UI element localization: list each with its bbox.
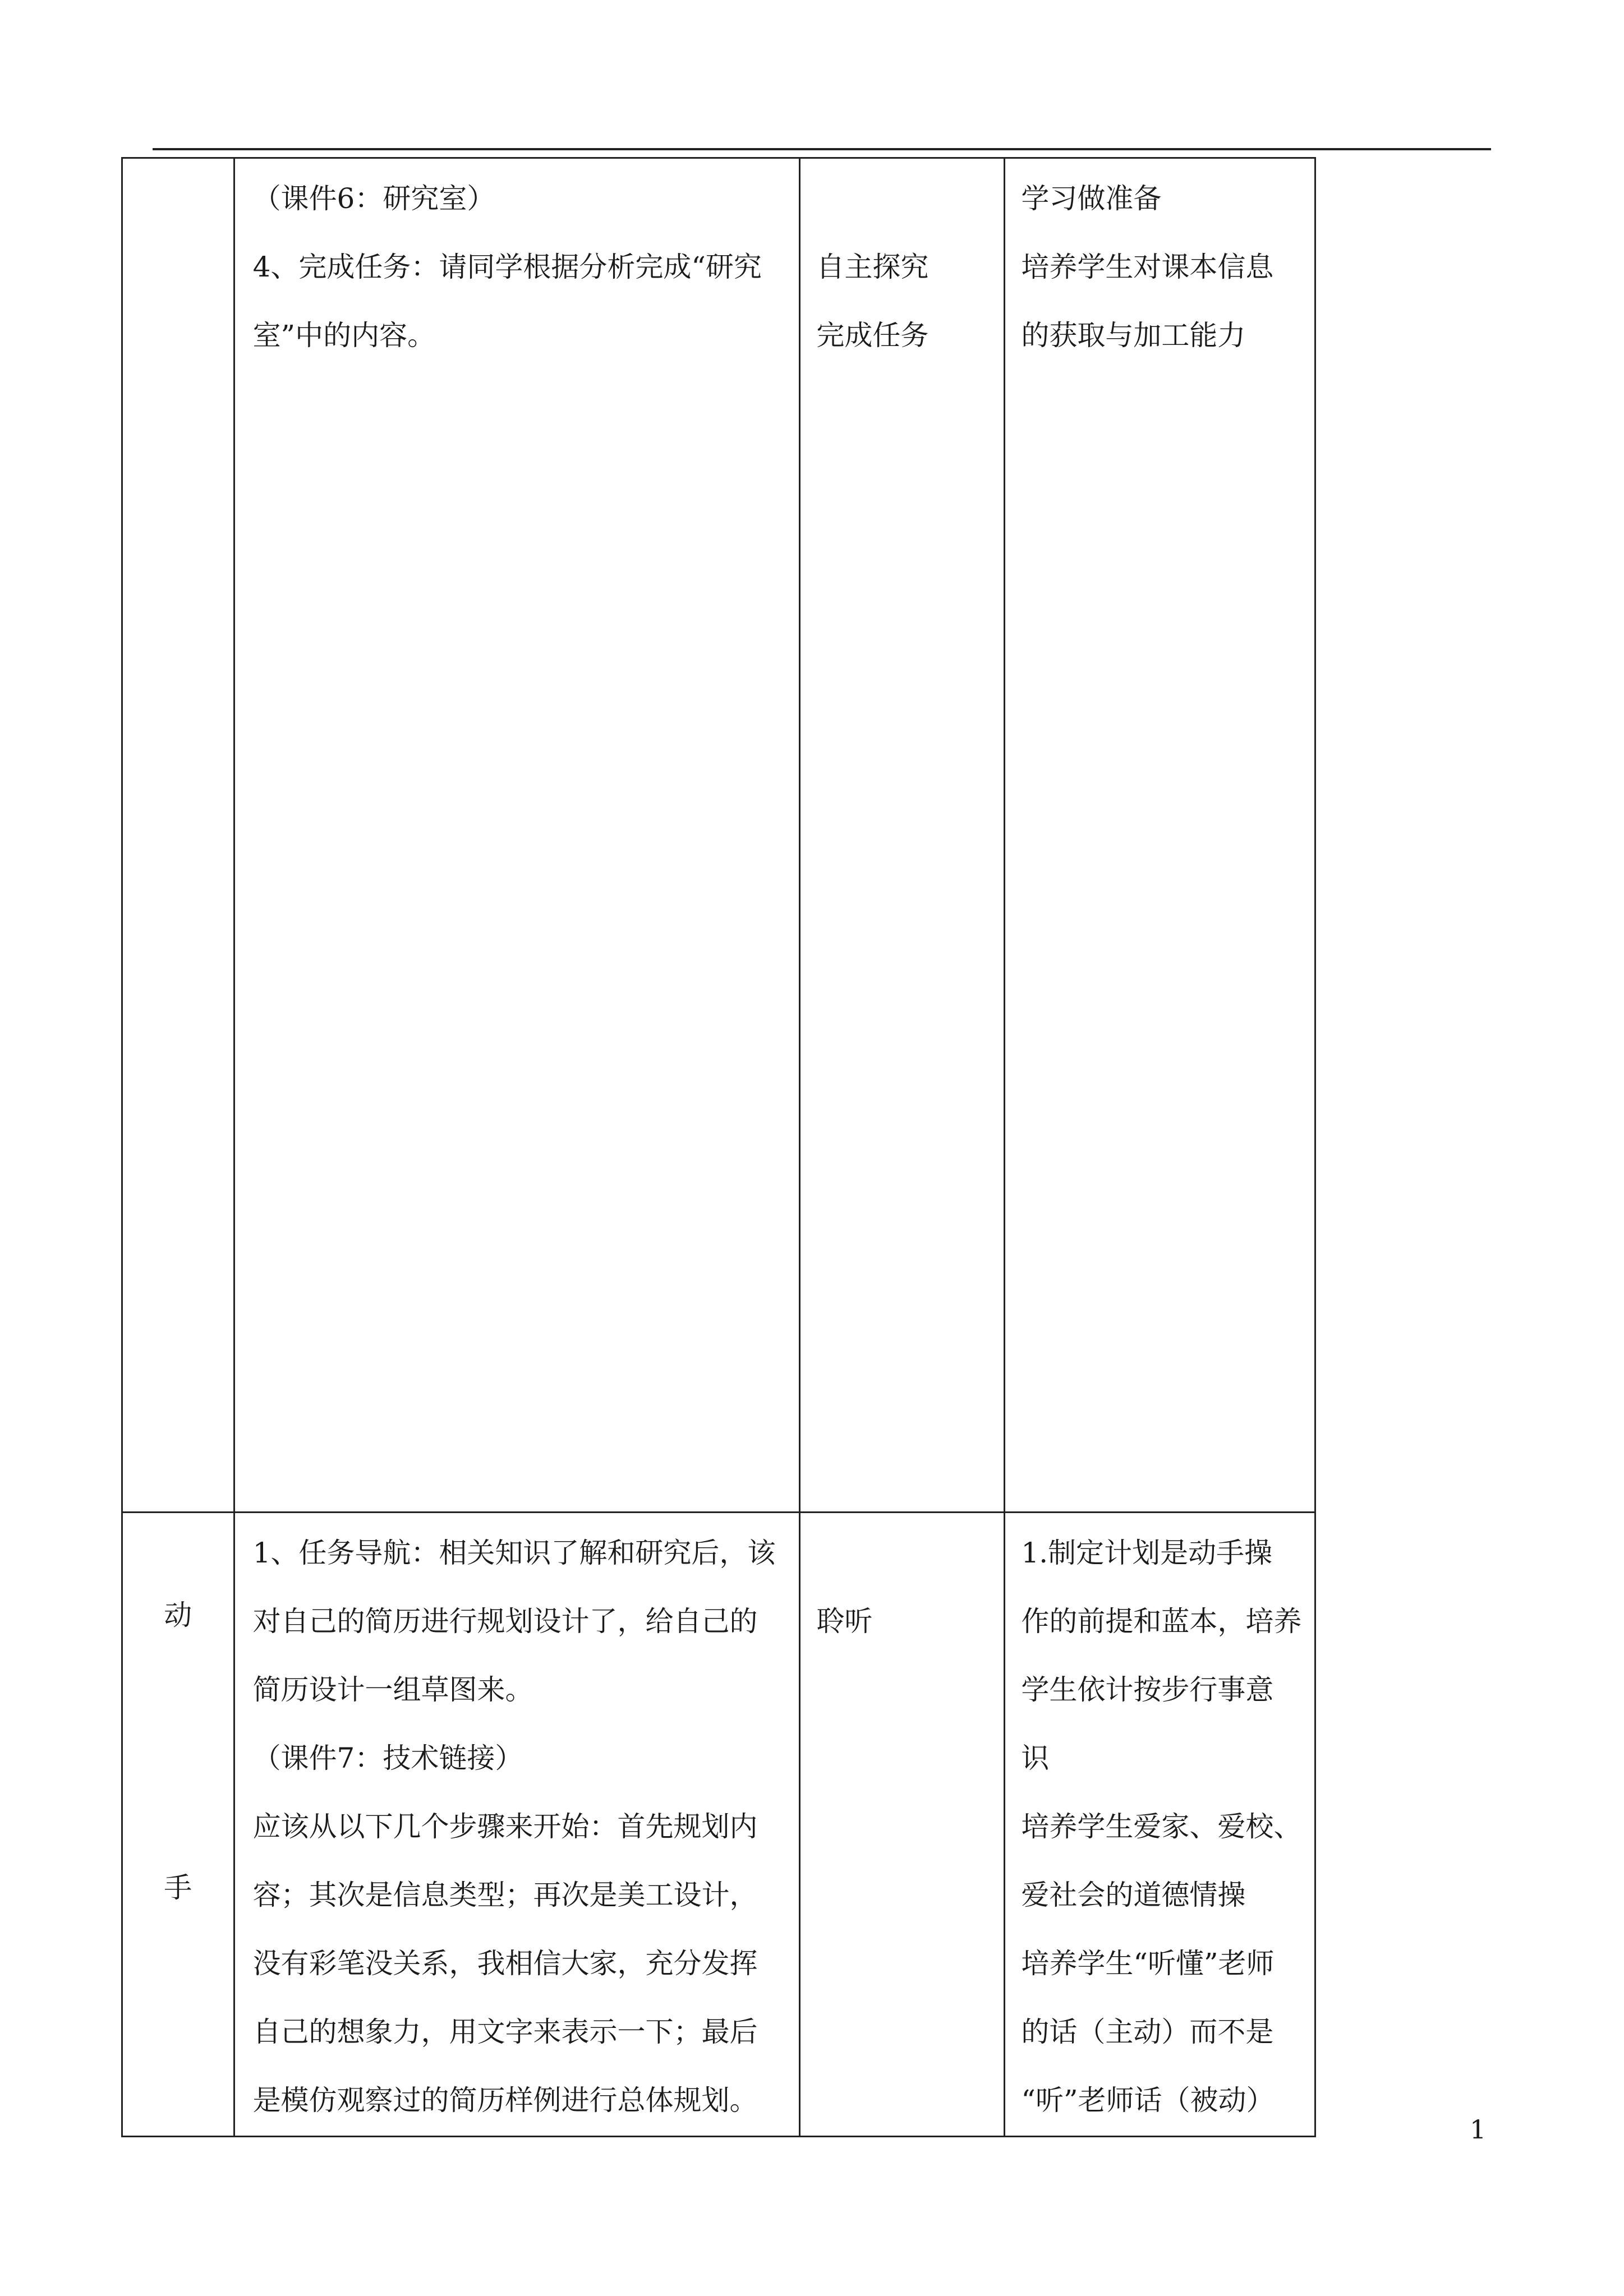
lesson-plan-table	[121, 157, 1316, 2137]
intent-line: 学生依计按步行事意	[1021, 1673, 1274, 1706]
content-line: 容；其次是信息类型；再次是美工设计，	[252, 1879, 758, 1911]
content-line: 简历设计一组草图来。	[252, 1673, 533, 1706]
activity-line: 聆听	[816, 1605, 873, 1638]
content-line: 室”中的内容。	[252, 319, 436, 352]
content-cell	[234, 158, 800, 1513]
intent-line: 识	[1021, 1742, 1050, 1774]
content-line: 4、完成任务：请同学根据分析完成“研究	[252, 251, 762, 283]
content-line: 自己的想象力，用文字来表示一下；最后	[252, 2016, 758, 2048]
page-number: 1	[1470, 2114, 1487, 2145]
stage-cell	[122, 1513, 234, 2137]
activity-line	[816, 1519, 1004, 1587]
content-line: （课件6：研究室）	[252, 182, 495, 215]
intent-line: 的获取与加工能力	[1021, 319, 1246, 352]
intent-line: 培养学生爱家、爱校、	[1021, 1810, 1302, 1843]
student-activity-cell	[800, 158, 1005, 1513]
content-line: 对自己的简历进行规划设计了，给自己的	[252, 1605, 758, 1638]
activity-line: 自主探究	[816, 251, 929, 283]
stage-cell	[122, 158, 234, 1513]
design-intent-cell	[1005, 1513, 1315, 2137]
stage-char: 动	[164, 1599, 192, 1631]
table-row	[122, 1513, 1315, 2137]
intent-line: 学习做准备	[1021, 182, 1162, 215]
stage-label	[123, 1513, 233, 2136]
design-intent-cell	[1005, 158, 1315, 1513]
activity-line: 完成任务	[816, 319, 929, 352]
intent-line: 培养学生“听懂”老师	[1021, 1947, 1275, 1980]
intent-line: 1.制定计划是动手操	[1021, 1537, 1273, 1569]
header-rule	[153, 148, 1491, 150]
intent-line: 培养学生对课本信息	[1021, 251, 1274, 283]
content-cell	[234, 1513, 800, 2137]
intent-line: “听”老师话（被动）	[1021, 2084, 1275, 2117]
table-row	[122, 158, 1315, 1513]
content-line: 没有彩笔没关系，我相信大家，充分发挥	[252, 1947, 758, 1980]
content-line: 应该从以下几个步骤来开始：首先规划内	[252, 1810, 758, 1843]
content-line: （课件7：技术链接）	[252, 1742, 523, 1774]
content-line: 1、任务导航：相关知识了解和研究后，该	[252, 1537, 776, 1569]
student-activity-cell	[800, 1513, 1005, 2137]
intent-line: 爱社会的道德情操	[1021, 1879, 1246, 1911]
intent-line: 作的前提和蓝本，培养	[1021, 1605, 1302, 1638]
activity-line	[816, 164, 1004, 233]
content-line: 是模仿观察过的简历样例进行总体规划。	[252, 2084, 758, 2117]
intent-line: 的话（主动）而不是	[1021, 2016, 1274, 2048]
stage-char: 手	[164, 1871, 192, 1904]
